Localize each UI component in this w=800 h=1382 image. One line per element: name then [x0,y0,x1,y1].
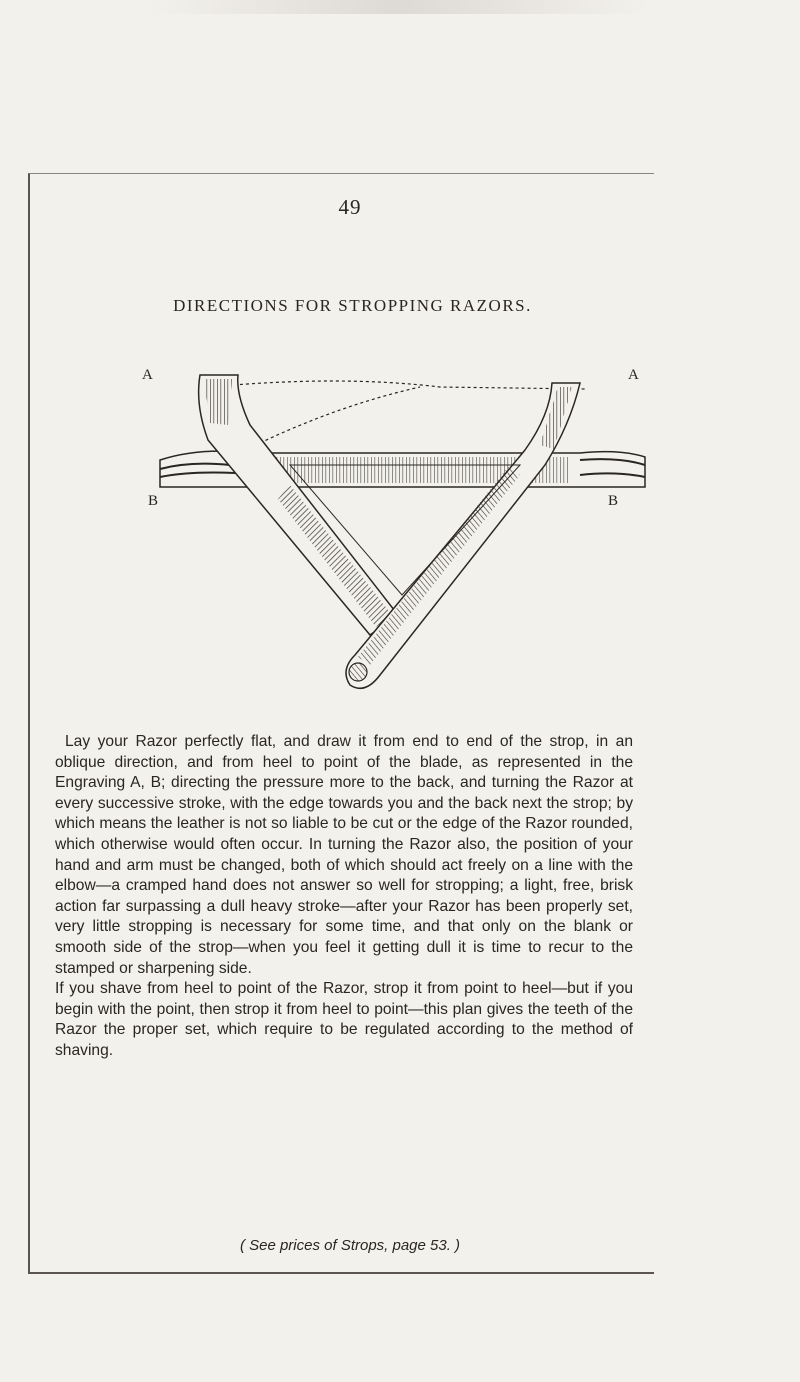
page-frame [28,173,654,1274]
label-a-right: A [628,367,639,383]
label-b-left: B [148,493,159,509]
razor-stropping-engraving [140,365,650,710]
page-number: 49 [338,195,362,219]
left-razor [199,375,398,635]
stroke-path-lines [210,381,585,443]
label-a-left: A [142,367,153,383]
page-title: DIRECTIONS FOR STROPPING RAZORS. [173,296,532,315]
label-b-right: B [608,493,619,509]
price-reference-note: ( See prices of Strops, page 53. ) [239,1237,461,1254]
paragraph-direction-rule: If you shave from heel to point of the Razor, strop it from point to heel—but if you begin with the point, then strop it from heel to point—this plan gives the teeth of the Razor the proper set, which require to be regulated according to the method of shaving. [55,980,633,1059]
right-razor [346,383,580,688]
instructions-text [55,732,633,1062]
bleed-through-strip [150,0,650,14]
paragraph-stropping-method: Lay your Razor perfectly flat, and draw it from end to end of the strop, in an oblique direction, and from heel to point of the blade, as represented in the Engraving A, B; directing the pressure more to the back, and turning the Razor at every successive stroke, with the edge towards you and the back next the strop; by which means the leather is not so liable to be cut or the edge of the Razor rounded, which otherwise would often occur. In turning the Razor also, the position of your hand and arm must be changed, both of which should act freely on a line with the elbow—a cramped hand does not answer so well for stropping; a light, free, brisk action far surpassing a dull heavy stroke—after your Razor has been properly set, very little stropping is necessary for some time, and that only on the blank or smooth side of the strop—when you feel it getting dull it is time to recur to the stamped or sharpening side. [55,733,633,977]
